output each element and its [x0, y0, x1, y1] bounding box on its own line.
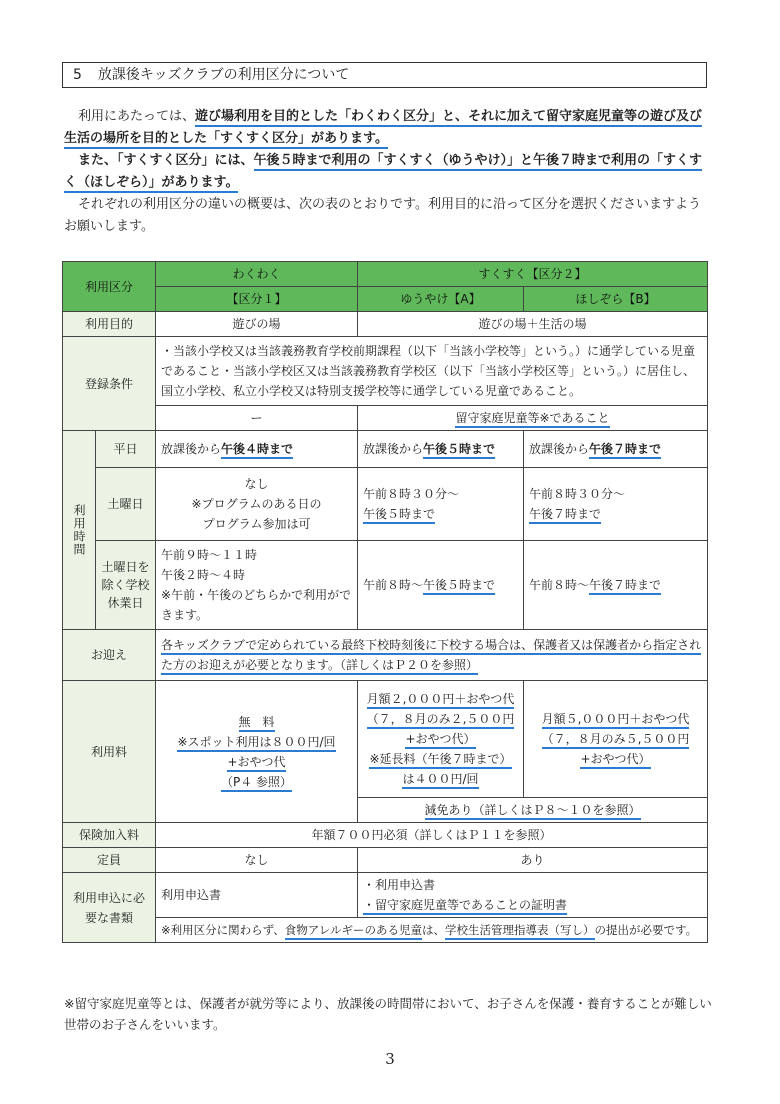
- holiday-hoshizora: [524, 541, 708, 630]
- documents-wakuwaku: 利用申込書: [156, 873, 358, 918]
- fee-hoshizora-line1: 月額５,０００円＋おやつ代: [542, 712, 690, 729]
- saturday-wakuwaku-line3: プログラム参加は可: [202, 517, 311, 531]
- intro-text: [64, 106, 712, 238]
- header-sukusuku: すくすく【区分２】: [358, 262, 708, 287]
- hours-label-text: 利用時間: [72, 504, 86, 556]
- header-wakuwaku: わくわく: [156, 262, 358, 287]
- usage-category-table: [62, 261, 708, 943]
- weekday-yuyake: [358, 431, 524, 468]
- weekday-hoshizora-pre: 放課後から: [529, 442, 590, 456]
- insurance-text: 年額７００円必須（詳しくはＰ１１を参照）: [156, 823, 708, 848]
- weekday-hoshizora: [524, 431, 708, 468]
- saturday-yuyake-line2: 午後５時まで: [363, 507, 435, 524]
- weekday-yuyake-pre: 放課後から: [363, 442, 424, 456]
- weekday-wakuwaku-pre: 放課後から: [161, 442, 222, 456]
- capacity-sukusuku: あり: [358, 848, 708, 873]
- fee-yuyake-line1: 月額２,０００円＋おやつ代: [367, 692, 515, 709]
- registration-row: [63, 337, 708, 406]
- fee-hoshizora-line2: （７，８月のみ５,５００円: [542, 732, 690, 749]
- saturday-wakuwaku-line2: ※プログラムのある日の: [191, 497, 322, 511]
- fee-hoshizora-line3: +おやつ代）: [580, 752, 650, 769]
- header-category-label: 利用区分: [63, 262, 156, 312]
- footnote-text: ※留守家庭児童等とは、保護者が就労等により、放課後の時間帯において、お子さんを保護・養育することが難しい世帯のお子さんをいいます。: [64, 996, 712, 1032]
- hours-holiday-row: [63, 541, 708, 630]
- purpose-row: [63, 312, 708, 337]
- weekday-wakuwaku-time: 午後４時まで: [221, 442, 293, 459]
- capacity-row: [63, 848, 708, 873]
- saturday-label: 土曜日: [96, 468, 156, 541]
- registration-sukusuku: [358, 406, 708, 431]
- fee-yuyake-line5: は４００円/回: [402, 772, 478, 789]
- saturday-yuyake-line1: 午前８時３０分～: [363, 487, 460, 501]
- header-wakuwaku-sub: 【区分１】: [156, 287, 358, 312]
- fee-hoshizora: [524, 681, 708, 798]
- purpose-label: 利用目的: [63, 312, 156, 337]
- pickup-text-content: 各キッズクラブで定められている最終下校時刻後に下校する場合は、保護者又は保護者から指定された方のお迎えが必要となります。（詳しくはＰ２０を参照）: [161, 638, 701, 675]
- fee-row: [63, 681, 708, 798]
- section-title: [62, 62, 707, 88]
- page-number: 3: [385, 1050, 395, 1068]
- weekday-hoshizora-time: 午後７時まで: [589, 442, 661, 459]
- header-yuyake: ゆうやけ【A】: [358, 287, 524, 312]
- holiday-yuyake-time: 午後５時まで: [423, 578, 495, 595]
- holiday-yuyake-pre: 午前８時～: [363, 578, 424, 592]
- documents-sukusuku: [358, 873, 708, 918]
- documents-sukusuku-line1: ・利用申込書: [363, 878, 436, 892]
- intro-p1-emphasis: 遊び場利用を目的とした「わくわく区分」と、それに加えて留守家庭児童等の遊び及び生活の場所を目的とした「すくすく区分」があります。: [64, 109, 702, 149]
- documents-note-a: ※利用区分に関わらず、: [161, 923, 285, 937]
- fee-label: 利用料: [63, 681, 156, 823]
- fee-reduction: [358, 798, 708, 823]
- registration-common: ・当該小学校又は当該義務教育学校前期課程（以下「当該小学校等」という。）に通学している児童であること・当該小学校区又は当該義務教育学校区（以下「当該小学校区等」という。）に居住し、国立小学校、私立小学校又は特別支援学校等に通学している児童であること。: [156, 337, 708, 406]
- intro-p2-lead: また、「すくすく区分」には、: [78, 153, 254, 168]
- documents-note-e: の提出が必要です。: [594, 923, 698, 937]
- pickup-text: [156, 630, 708, 681]
- footnote: [64, 993, 712, 1035]
- fee-reduction-text: 減免あり（詳しくはＰ８～１０を参照）: [425, 803, 641, 820]
- intro-paragraph-1: [64, 106, 712, 150]
- intro-p2-emphasis: 午後５時まで利用の「すくすく（ゆうやけ）」と午後７時まで利用の「すくすく（ほしぞら）」があります。: [64, 153, 702, 193]
- holiday-hoshizora-pre: 午前８時～: [529, 578, 590, 592]
- intro-paragraph-3: それぞれの利用区分の違いの概要は、次の表のとおりです。利用目的に沿って区分を選択くださいますようお願いします。: [64, 197, 701, 234]
- table-header-row: [63, 262, 708, 287]
- documents-sukusuku-line2: ・留守家庭児童等であることの証明書: [363, 898, 567, 915]
- holiday-wakuwaku-line2: 午後２時～４時: [161, 568, 246, 582]
- table-subheader-row: [63, 287, 708, 312]
- documents-note-d: 学校生活管理指導表（写し）: [445, 923, 595, 940]
- fee-yuyake: [358, 681, 524, 798]
- capacity-label: 定員: [63, 848, 156, 873]
- documents-note: [156, 918, 708, 943]
- fee-wakuwaku-line2: ※スポット利用は８００円/回: [177, 735, 335, 752]
- holiday-label: 土曜日を除く学校休業日: [96, 541, 156, 630]
- documents-note-c: は、: [422, 923, 445, 937]
- pickup-row: [63, 630, 708, 681]
- documents-note-row: [63, 918, 708, 943]
- registration-wakuwaku: ー: [156, 406, 358, 431]
- fee-wakuwaku-line1: 無 料: [239, 715, 275, 732]
- section-number: 5: [73, 67, 82, 83]
- saturday-yuyake: [358, 468, 524, 541]
- holiday-wakuwaku-line3: ※午前・午後のどちらかで利用ができます。: [161, 588, 352, 622]
- insurance-row: [63, 823, 708, 848]
- section-title-text: 放課後キッズクラブの利用区分について: [97, 67, 350, 83]
- hours-saturday-row: [63, 468, 708, 541]
- capacity-wakuwaku: なし: [156, 848, 358, 873]
- fee-wakuwaku-line4: （P４ 参照）: [221, 775, 292, 792]
- saturday-hoshizora: [524, 468, 708, 541]
- fee-yuyake-line3: +おやつ代）: [405, 732, 475, 749]
- purpose-sukusuku: 遊びの場＋生活の場: [358, 312, 708, 337]
- saturday-wakuwaku-line1: なし: [244, 477, 269, 491]
- saturday-hoshizora-line1: 午前８時３０分～: [529, 487, 626, 501]
- purpose-wakuwaku: 遊びの場: [156, 312, 358, 337]
- header-hoshizora: ほしぞら【B】: [524, 287, 708, 312]
- documents-note-b: 食物アレルギーのある児童: [285, 923, 422, 940]
- pickup-label: お迎え: [63, 630, 156, 681]
- hours-weekday-row: [63, 431, 708, 468]
- holiday-yuyake: [358, 541, 524, 630]
- weekday-label: 平日: [96, 431, 156, 468]
- fee-yuyake-line4: ※延長料（午後７時まで）: [369, 752, 511, 769]
- registration-label: 登録条件: [63, 337, 156, 431]
- hours-label: [63, 431, 96, 630]
- registration-sub-row: [63, 406, 708, 431]
- documents-row: [63, 873, 708, 918]
- saturday-hoshizora-line2: 午後７時まで: [529, 507, 601, 524]
- registration-sukusuku-text: 留守家庭児童等※であること: [455, 411, 609, 428]
- intro-p1-lead: 利用にあたっては、: [78, 109, 196, 124]
- documents-label: 利用申込に必要な書類: [63, 873, 156, 943]
- insurance-label: 保険加入料: [63, 823, 156, 848]
- weekday-yuyake-time: 午後５時まで: [423, 442, 495, 459]
- fee-yuyake-line2: （７，８月のみ２,５００円: [367, 712, 515, 729]
- fee-wakuwaku-line3: +おやつ代: [227, 755, 285, 772]
- saturday-wakuwaku: [156, 468, 358, 541]
- fee-wakuwaku: [156, 681, 358, 823]
- holiday-wakuwaku-line1: 午前９時～１１時: [161, 548, 258, 562]
- holiday-wakuwaku: [156, 541, 358, 630]
- weekday-wakuwaku: [156, 431, 358, 468]
- holiday-hoshizora-time: 午後７時まで: [589, 578, 661, 595]
- intro-paragraph-2: [64, 150, 712, 194]
